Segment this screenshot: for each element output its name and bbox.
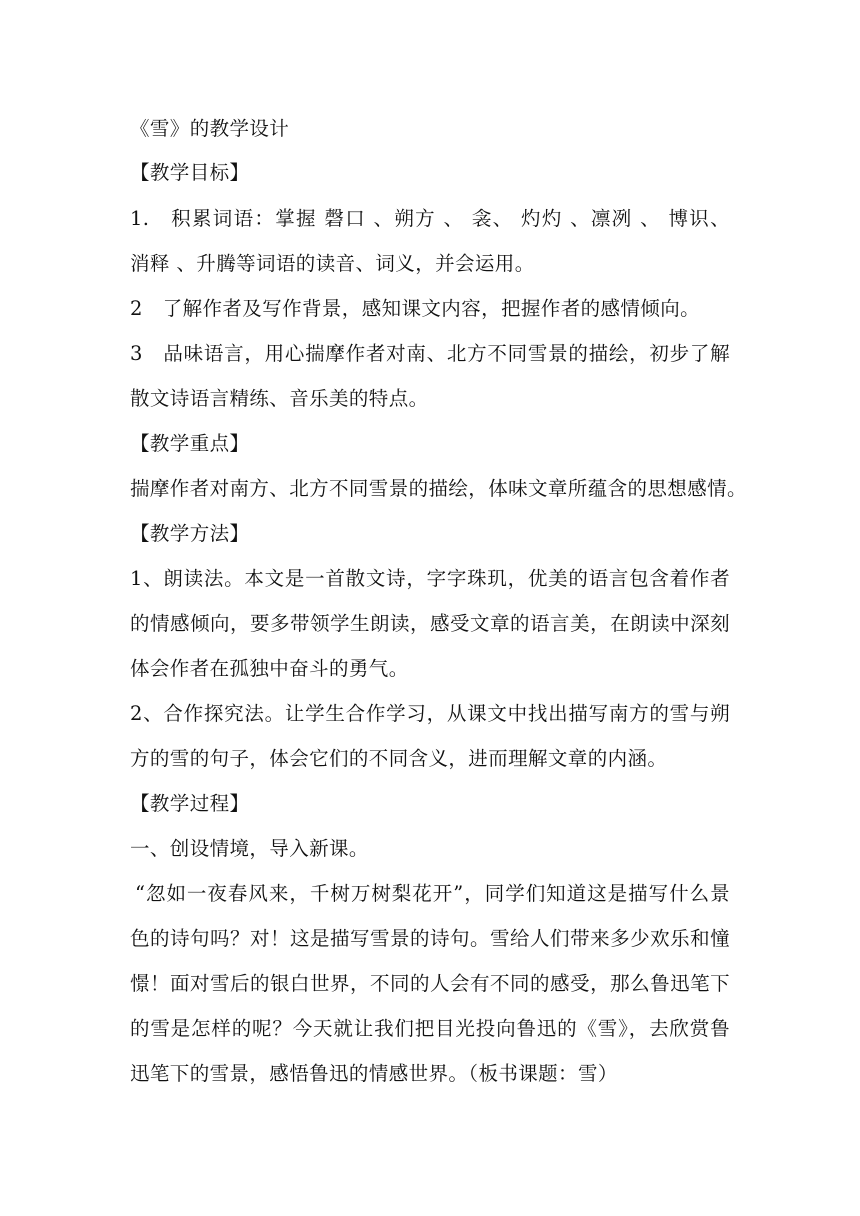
process-paragraph-cont-4: 迅笔下的雪景，感悟鲁迅的情感世界。（板书课题：雪） (130, 1062, 618, 1085)
objective-item-1-cont: 消释 、升腾等词语的读音、词义，并会运用。 (130, 252, 535, 275)
method-1-cont-2: 体会作者在孤独中奋斗的勇气。 (130, 657, 409, 680)
objective-item-2: 2 了解作者及写作背景，感知课文内容，把握作者的感情倾向。 (130, 297, 701, 320)
process-heading: 【教学过程】 (130, 792, 250, 815)
method-2-cont: 方的雪的句子，体会它们的不同含义，进而理解文章的内涵。 (130, 747, 668, 770)
objective-item-1: 1. 积累词语：掌握 磬口 、朔方 、 衾、 灼灼 、凛冽 、 博识、 (130, 207, 730, 230)
process-paragraph: “忽如一夜春风来，千树万树梨花开”，同学们知道这是描写什么景 (135, 882, 730, 905)
process-paragraph-cont-2: 憬！面对雪后的银白世界，不同的人会有不同的感受，那么鲁迅笔下 (130, 972, 730, 995)
process-paragraph-cont-3: 的雪是怎样的呢？今天就让我们把目光投向鲁迅的《雪》，去欣赏鲁 (130, 1017, 730, 1040)
method-1-cont: 的情感倾向，要多带领学生朗读，感受文章的语言美，在朗读中深刻 (130, 612, 730, 635)
document-title: 《雪》的教学设计 (130, 117, 290, 140)
objective-item-3: 3 品味语言，用心揣摩作者对南、北方不同雪景的描绘，初步了解 (130, 342, 730, 365)
process-step-1-title: 一、创设情境，导入新课。 (130, 837, 369, 860)
method-1: 1、朗读法。本文是一首散文诗，字字珠玑，优美的语言包含着作者 (130, 567, 730, 590)
methods-heading: 【教学方法】 (130, 522, 250, 545)
keypoints-heading: 【教学重点】 (130, 432, 250, 455)
method-2: 2、合作探究法。让学生合作学习，从课文中找出描写南方的雪与朔 (130, 702, 730, 725)
keypoints-text: 揣摩作者对南方、北方不同雪景的描绘，体味文章所蕴含的思想感情。 (130, 477, 747, 500)
process-paragraph-cont: 色的诗句吗？对！这是描写雪景的诗句。雪给人们带来多少欢乐和憧 (130, 927, 730, 950)
objective-item-3-cont: 散文诗语言精练、音乐美的特点。 (130, 387, 429, 410)
objectives-heading: 【教学目标】 (130, 161, 250, 184)
